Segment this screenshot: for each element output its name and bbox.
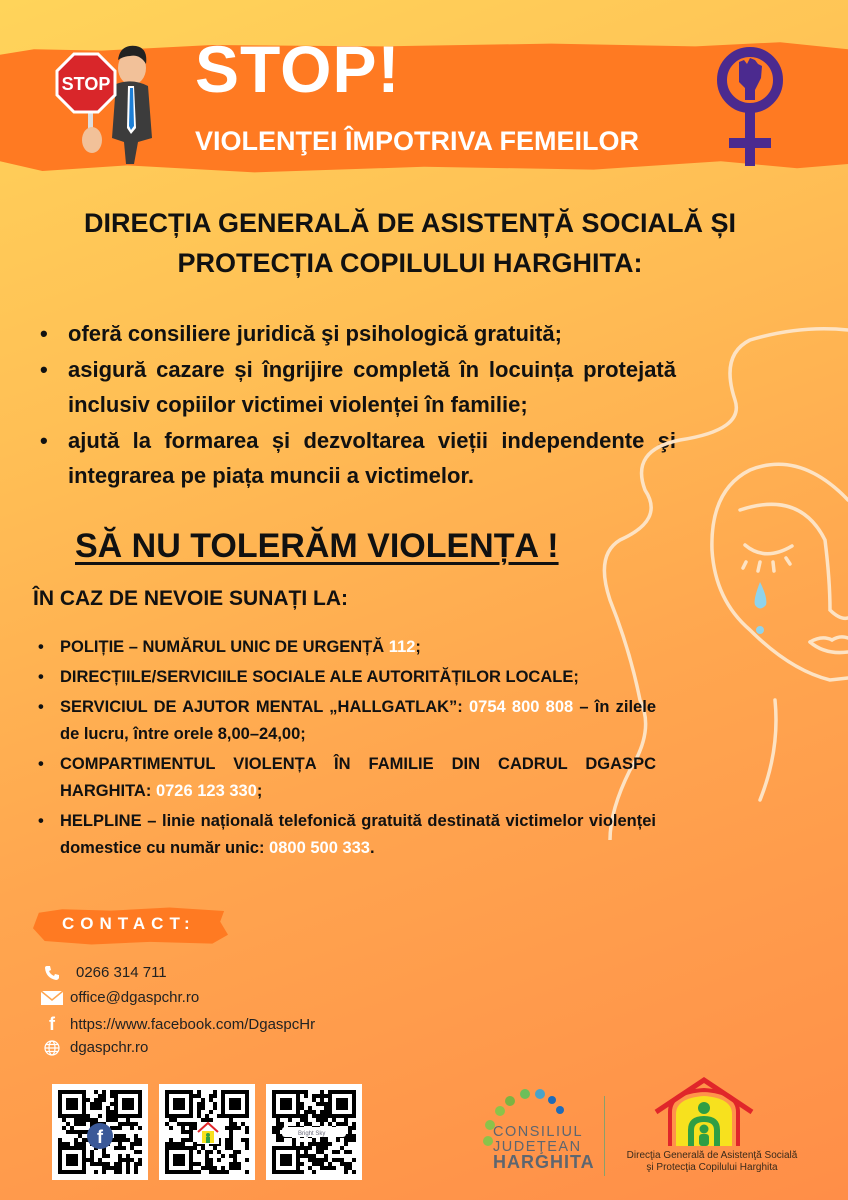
qr-code-facebook[interactable]: [52, 1084, 148, 1180]
list-item: • HELPLINE – linie națională telefonică gratuită destinată victimelor violenței domestice cu număr unic: 0800 500 333.: [36, 808, 656, 862]
dgaspc-logo-text: Direcţia Generală de Asistenţă Socială şi Protecţia Copilului Harghita: [626, 1150, 798, 1173]
emergency-contacts-list: [36, 634, 656, 865]
list-item: • asigură cazare și îngrijire completă în locuința protejată inclusiv copiilor victimei violenței în familie;: [36, 352, 676, 423]
poster-subtitle: VIOLENŢEI ÎMPOTRIVA FEMEILOR: [195, 126, 640, 156]
slogan-heading: SĂ NU TOLERĂM VIOLENȚA !: [75, 527, 559, 565]
emergency-number[interactable]: 112: [388, 638, 416, 656]
list-item: • oferă consiliere juridică şi psihologică gratuită;: [36, 316, 676, 352]
globe-icon: [40, 1040, 64, 1056]
qr-code-bright-sky[interactable]: [266, 1084, 362, 1180]
svg-text:f: f: [97, 1127, 103, 1147]
organization-title: [60, 203, 760, 283]
organization-title-line2: PROTECȚIA COPILULUI HARGHITA:: [177, 248, 643, 278]
bright-sky-badge: [282, 1127, 346, 1137]
list-item: • POLIȚIE – NUMĂRUL UNIC DE URGENȚĂ 112;: [36, 634, 656, 661]
contact-phone: 0266 314 711: [40, 964, 167, 981]
phone-icon: [40, 965, 64, 981]
list-item: • SERVICIUL DE AJUTOR MENTAL „HALLGATLAK”: 0754 800 808 – în zilele de lucru, între orele 8,00–24,00;: [36, 694, 656, 748]
mail-icon: [40, 990, 64, 1006]
poster-title: STOP!: [195, 32, 401, 106]
call-section-title: ÎN CAZ DE NEVOIE SUNAȚI LA:: [33, 587, 349, 610]
list-item: • COMPARTIMENTUL VIOLENȚA ÎN FAMILIE DIN CADRUL DGASPC HARGHITA: 0726 123 330;: [36, 751, 656, 805]
logo-divider: [604, 1096, 605, 1176]
contact-heading: CONTACT:: [62, 914, 196, 933]
contact-website: dgaspchr.ro: [40, 1039, 148, 1056]
house-logo-icon: [197, 1122, 219, 1144]
stop-sign-man-illustration: [50, 38, 165, 166]
services-list: [36, 316, 676, 494]
svg-text:Bright Sky: Bright Sky: [298, 1131, 326, 1137]
county-council-logo-text: CONSILIUL JUDEŢEAN HARGHITA: [493, 1124, 595, 1172]
dgaspc-house-logo: [650, 1074, 758, 1148]
svg-text:STOP: STOP: [61, 74, 111, 94]
facebook-icon: f: [49, 1014, 55, 1034]
dgaspc-violence-number[interactable]: 0726 123 330: [155, 782, 257, 800]
helpline-number[interactable]: 0800 500 333: [269, 839, 370, 857]
contact-facebook: f https://www.facebook.com/DgaspcHr: [40, 1014, 315, 1035]
list-item: • ajută la formarea și dezvoltarea vieții independente şi integrarea pe piața muncii a victimelor.: [36, 423, 676, 494]
contact-email: office@dgaspchr.ro: [40, 989, 199, 1006]
mental-help-number[interactable]: 0754 800 808: [469, 698, 574, 716]
feminist-fist-icon: [717, 42, 783, 170]
list-item: • DIRECȚIILE/SERVICIILE SOCIALE ALE AUTORITĂȚILOR LOCALE;: [36, 664, 656, 691]
teardrop-icon: [755, 582, 767, 609]
organization-title-line1: DIRECȚIA GENERALĂ DE ASISTENȚĂ SOCIALĂ ȘI: [83, 208, 737, 238]
qr-code-dgaspc[interactable]: [159, 1084, 255, 1180]
stop-sign-icon: [57, 54, 115, 112]
